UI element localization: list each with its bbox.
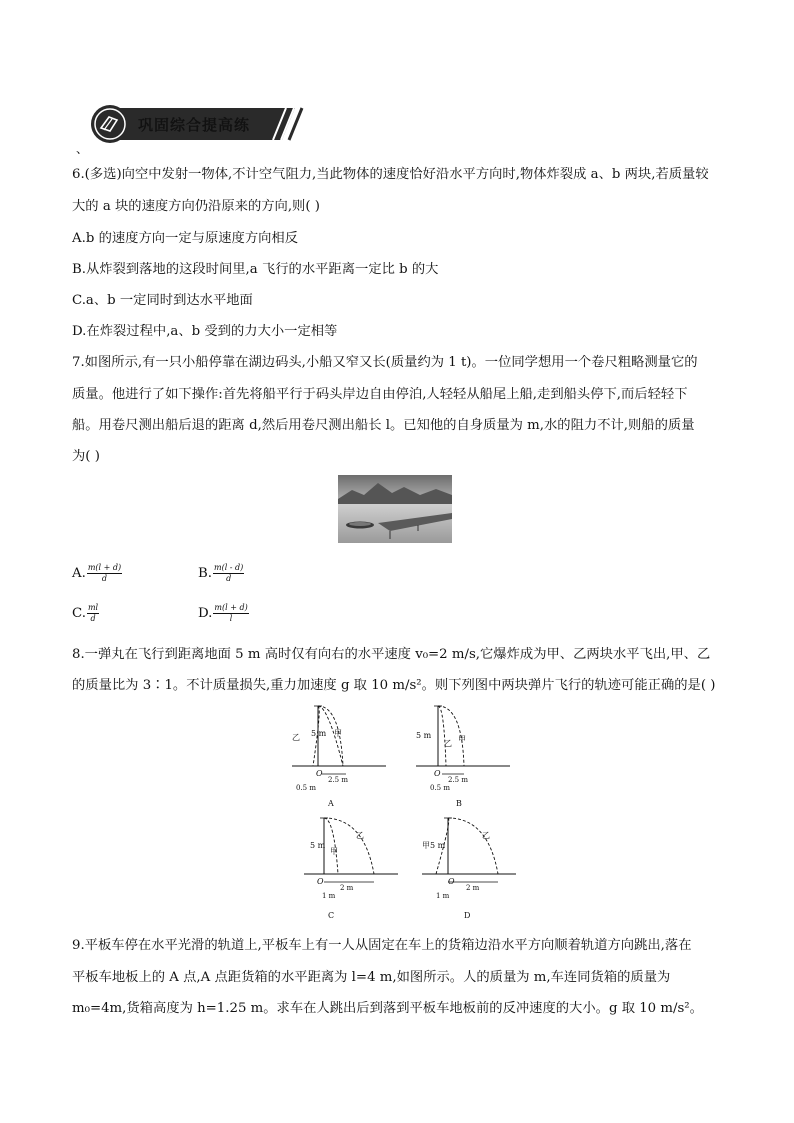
q7-stem-line-1: 7.如图所示,有一只小船停靠在湖边码头,小船又窄又长(质量约为 1 t)。一位同学想用一个卷尺粗略测量它的 xyxy=(72,355,698,370)
q7-option-d-numerator: m(l + d) xyxy=(214,603,248,612)
q6-option-b: B.从炸裂到落地的这段时间里,a 飞行的水平距离一定比 b 的大 xyxy=(72,262,439,277)
q7-option-d xyxy=(198,603,249,624)
q7-option-b-denominator: d xyxy=(226,574,232,583)
stray-mark: 、 xyxy=(76,142,89,156)
figure-c-height-label: 5 m xyxy=(310,841,326,850)
q7-option-c-label: C. xyxy=(72,606,86,621)
figure-c-far-distance: 2 m xyxy=(340,884,354,892)
q7-option-b-label: B. xyxy=(198,566,212,581)
figure-d-height-label: 5 m xyxy=(430,841,446,850)
q7-option-b xyxy=(198,563,244,584)
q7-option-c-denominator: d xyxy=(90,614,96,623)
figure-d-far-distance: 2 m xyxy=(466,884,480,892)
figure-a-right-curve-label: 甲 xyxy=(334,729,342,738)
q7-stem-line-2: 质量。他进行了如下操作:首先将船平行于码头岸边自由停泊,人轻轻从船尾上船,走到船头停下,而后轻轻下 xyxy=(72,387,688,402)
q6-stem-line-1: 6.(多选)向空中发射一物体,不计空气阻力,当此物体的速度恰好沿水平方向时,物体炸裂成 a、b 两块,若质量较 xyxy=(72,167,709,182)
figure-d-left-curve-label: 甲 xyxy=(422,841,430,850)
q6-stem-line-2: 大的 a 块的速度方向仍沿原来的方向,则( ) xyxy=(72,199,320,214)
q8-figure-d xyxy=(418,812,518,922)
figure-c-right-curve-label: 乙 xyxy=(356,831,364,840)
q7-option-c xyxy=(72,603,99,624)
q8-figure-a xyxy=(288,702,388,812)
q7-option-a-numerator: m(l + d) xyxy=(87,563,122,572)
q9-stem-line-2: 平板车地板上的 A 点,A 点距货箱的水平距离为 l=4 m,如图所示。人的质量为 m,车连同货箱的质量为 xyxy=(72,970,671,985)
figure-c-left-curve-label: 甲 xyxy=(330,847,338,856)
figure-c-caption: C xyxy=(328,911,335,920)
figure-b-left-curve-label: 乙 xyxy=(444,739,452,748)
figure-c-near-distance: 1 m xyxy=(322,892,336,900)
figure-a-caption: A xyxy=(328,799,334,808)
q7-stem-line-4: 为( ) xyxy=(72,449,100,464)
section-title: 巩固综合提高练 xyxy=(138,116,251,134)
q7-option-b-numerator: m(l - d) xyxy=(214,563,244,572)
figure-a-height-label: 5 m xyxy=(311,729,327,738)
q8-figure-b xyxy=(412,702,512,812)
q7-option-a xyxy=(72,563,122,584)
figure-a-origin-label: O xyxy=(316,769,323,778)
boat-dock-photo xyxy=(338,475,452,543)
q7-option-c-numerator: ml xyxy=(87,603,99,612)
q9-stem-line-1: 9.平板车停在水平光滑的轨道上,平板车上有一人从固定在车上的货箱边沿水平方向顺着轨道方向跳出,落在 xyxy=(72,938,692,953)
q8-stem-line-1: 8.一弹丸在飞行到距离地面 5 m 高时仅有向右的水平速度 v₀=2 m/s,它爆炸成为甲、乙两块水平飞出,甲、乙 xyxy=(72,647,711,662)
q6-option-a: A.b 的速度方向一定与原速度方向相反 xyxy=(72,231,299,246)
figure-b-origin-label: O xyxy=(434,769,441,778)
q9-stem-line-3: m₀=4m,货箱高度为 h=1.25 m。求车在人跳出后到落到平板车地板前的反冲速度的大小。g 取 10 m/s²。 xyxy=(72,1001,703,1016)
figure-b-right-curve-label: 甲 xyxy=(458,735,466,744)
figure-b-caption: B xyxy=(456,799,462,808)
figure-d-caption: D xyxy=(464,911,471,920)
figure-d-right-curve-label: 乙 xyxy=(482,831,490,840)
q8-figure-c xyxy=(300,812,400,922)
figure-d-near-distance: 1 m xyxy=(436,892,450,900)
q6-option-c: C.a、b 一定同时到达水平地面 xyxy=(72,293,253,308)
figure-a-near-distance: 0.5 m xyxy=(296,784,316,792)
figure-a-left-curve-label: 乙 xyxy=(292,733,300,742)
q7-option-d-label: D. xyxy=(198,606,213,621)
q7-option-d-denominator: l xyxy=(229,614,233,623)
figure-b-far-distance: 2.5 m xyxy=(448,776,468,784)
figure-a-far-distance: 2.5 m xyxy=(328,776,348,784)
q7-option-a-label: A. xyxy=(72,566,86,581)
q7-stem-line-3: 船。用卷尺测出船后退的距离 d,然后用卷尺测出船长 l。已知他的自身质量为 m,水的阻力不计,则船的质量 xyxy=(72,418,695,433)
figure-b-height-label: 5 m xyxy=(416,731,432,740)
figure-b-near-distance: 0.5 m xyxy=(430,784,450,792)
q7-option-a-denominator: d xyxy=(101,574,108,583)
figure-c-origin-label: O xyxy=(317,877,324,886)
q6-option-d: D.在炸裂过程中,a、b 受到的力大小一定相等 xyxy=(72,324,338,339)
q8-stem-line-2: 的质量比为 3∶1。不计质量损失,重力加速度 g 取 10 m/s²。则下列图中两块弹片飞行的轨迹可能正确的是( ) xyxy=(72,678,716,693)
figure-d-origin-label: O xyxy=(448,877,455,886)
